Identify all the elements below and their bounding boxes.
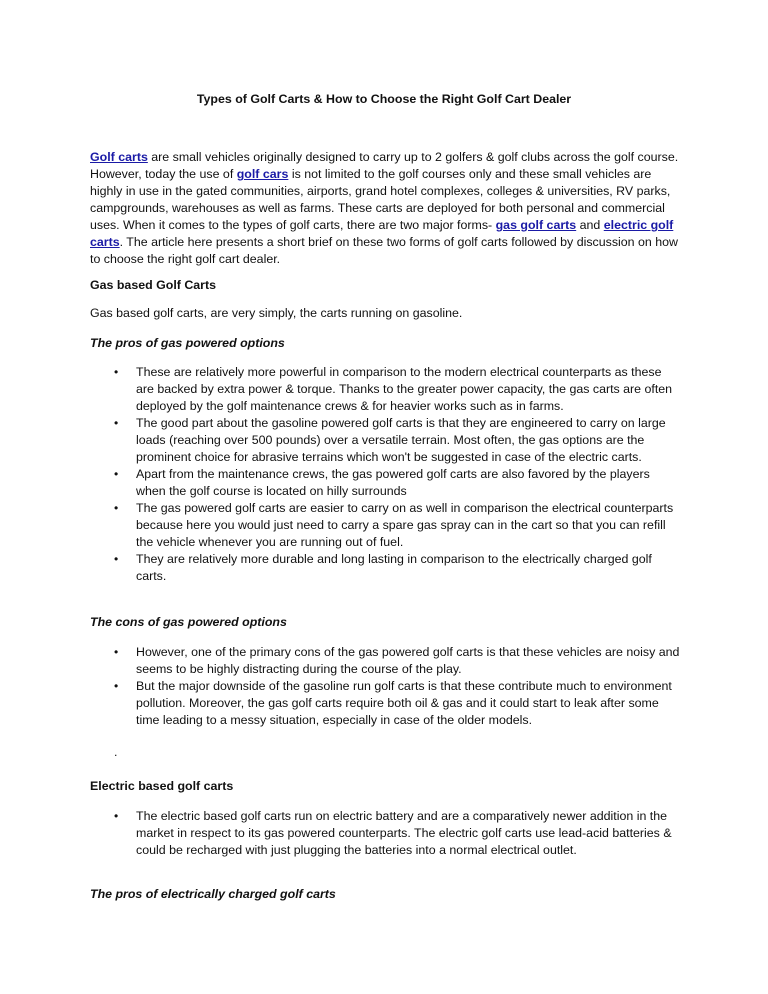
list-item-text: The gas powered golf carts are easier to carry on as well in comparison the electrical counterparts because here you would just need to carry a spare gas spray can in the cart so that you can refill the vehicle whenever you are running out of fuel.	[136, 501, 674, 549]
list-item	[90, 364, 682, 415]
intro-paragraph	[90, 149, 682, 268]
document-title: Types of Golf Carts & How to Choose the Right Golf Cart Dealer	[196, 92, 572, 106]
electric-list	[90, 808, 682, 859]
intro-text-2: is not limited to the golf courses only and these small vehicles are highly in use in the gated communities, airports, grand hotel complexes, colleges & universities, RV parks, campgrounds, warehouses as well as farms. These carts are deployed for both personal and commercial uses. When it comes to the types of golf carts, there are two major forms-	[90, 167, 671, 232]
list-item	[90, 808, 682, 859]
bullet-icon: •	[114, 679, 119, 693]
list-item-text: They are relatively more durable and long lasting in comparison to the electrically charged golf carts.	[136, 552, 652, 583]
electric-section-heading: Electric based golf carts	[90, 779, 234, 793]
list-item-text: The good part about the gasoline powered golf carts is that they are engineered to carry on large loads (reaching over 500 pounds) over a versatile terrain. Most often, the gas options are the prominent choice for abrasive terrains which won't be suggested in case of the electric carts.	[136, 416, 666, 464]
bullet-icon: •	[114, 645, 119, 659]
bullet-icon: •	[114, 416, 119, 430]
intro-text-1: are small vehicles originally designed to carry up to 2 golfers & golf clubs across the golf course. However, today the use of	[90, 150, 679, 181]
bullet-icon: •	[114, 552, 119, 566]
link-electric-golf-carts[interactable]: electric golf carts	[90, 218, 674, 249]
gas-pros-list	[90, 364, 682, 585]
list-item-text: However, one of the primary cons of the gas powered golf carts is that these vehicles are noisy and seems to be highly distracting during the course of the play.	[136, 645, 680, 676]
gas-intro-paragraph: Gas based golf carts, are very simply, the carts running on gasoline.	[90, 306, 463, 320]
link-golf-cars[interactable]: golf cars	[236, 167, 289, 181]
stray-dot: .	[114, 745, 118, 759]
bullet-icon: •	[114, 809, 119, 823]
list-item	[90, 466, 682, 500]
bullet-icon: •	[114, 501, 119, 515]
bullet-icon: •	[114, 365, 119, 379]
list-item-text: Apart from the maintenance crews, the gas powered golf carts are also favored by the players when the golf course is located on hilly surrounds	[136, 467, 650, 498]
intro-text-4: . The article here presents a short brief on these two forms of golf carts followed by discussion on how to choose the right golf cart dealer.	[90, 235, 678, 266]
list-item	[90, 551, 682, 585]
gas-cons-heading: The cons of gas powered options	[90, 615, 287, 629]
list-item-text: But the major downside of the gasoline run golf carts is that these contribute much to environment pollution. Moreover, the gas golf carts require both oil & gas and it could start to leak after some time leading to a messy situation, especially in case of the older models.	[136, 679, 672, 727]
link-golf-carts[interactable]: Golf carts	[90, 150, 148, 164]
bullet-icon: •	[114, 467, 119, 481]
list-item-text: These are relatively more powerful in comparison to the modern electrical counterparts as these are backed by extra power & torque. Thanks to the greater power capacity, the gas carts are often deployed by the golf maintenance crews & for heavier works such as in farms.	[136, 365, 673, 413]
electric-pros-heading: The pros of electrically charged golf carts	[90, 887, 336, 901]
intro-text-3: and	[576, 218, 604, 232]
list-item	[90, 415, 682, 466]
gas-section-heading: Gas based Golf Carts	[90, 278, 217, 292]
list-item	[90, 678, 682, 729]
gas-cons-list	[90, 644, 682, 729]
link-gas-golf-carts[interactable]: gas golf carts	[495, 218, 577, 232]
list-item	[90, 500, 682, 551]
gas-pros-heading: The pros of gas powered options	[90, 336, 285, 350]
list-item-text: The electric based golf carts run on electric battery and are a comparatively newer addition in the market in respect to its gas powered counterparts. The electric golf carts use lead-acid batteries & could be recharged with just plugging the batteries into a normal electrical outlet.	[136, 809, 672, 857]
list-item	[90, 644, 682, 678]
